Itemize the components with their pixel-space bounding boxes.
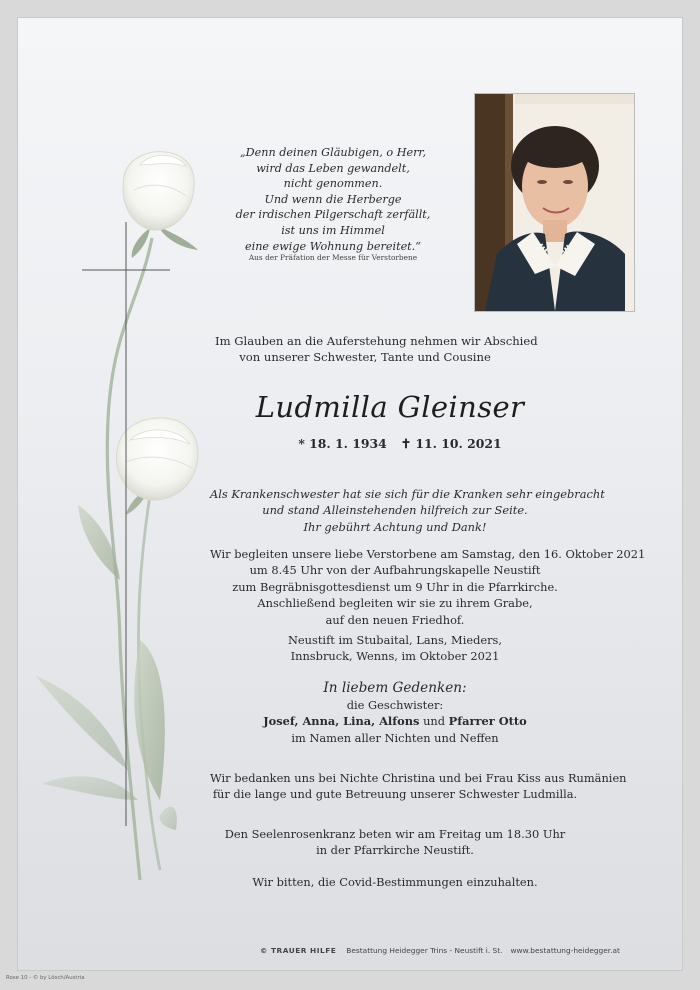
intro-line: von unserer Schwester, Tante und Cousine xyxy=(239,350,491,364)
portrait-image xyxy=(475,94,634,311)
quote-line: der irdischen Pilgerschaft zerfällt, xyxy=(235,208,431,222)
top-rose xyxy=(123,152,194,230)
funeral-line: auf den neuen Friedhof. xyxy=(325,612,465,627)
funeral-line: Anschließend begleiten wir sie zu ihrem Grabe, xyxy=(257,596,533,611)
quote-line: nicht genommen. xyxy=(283,177,383,191)
funeral-line: Wir begleiten unsere liebe Verstorbene am Samstag, den 16. Oktober 2021 xyxy=(210,547,646,561)
nieces-line: im Namen aller Nichten und Neffen xyxy=(291,730,499,745)
portrait-photo xyxy=(474,93,635,312)
farewell-intro xyxy=(215,333,538,365)
trauerhilfe-logo: © TRAUER HILFE xyxy=(260,946,337,955)
funeral-line: zum Begräbnisgottesdienst um 9 Uhr in die Pfarrkirche. xyxy=(232,579,558,594)
thanks-line: Wir bedanken uns bei Nichte Christina und bei Frau Kiss aus Rumänien xyxy=(210,771,627,785)
rosary-line: Den Seelenrosenkranz beten wir am Freitag um 18.30 Uhr xyxy=(224,827,566,841)
places-line: Neustift im Stubaital, Lans, Mieders, xyxy=(287,633,503,647)
mourners-block xyxy=(210,680,580,746)
places-line: Innsbruck, Wenns, im Oktober 2021 xyxy=(290,649,500,664)
tribute-line: und stand Alleinstehenden hilfreich zur Seite. xyxy=(262,503,528,518)
quote-line: „Denn deinen Gläubigen, o Herr, xyxy=(239,146,427,159)
siblings-names xyxy=(210,713,580,729)
quote-line: Und wenn die Herberge xyxy=(264,192,402,206)
lower-rose xyxy=(116,418,198,500)
sibling-names-bold: Josef, Anna, Lina, Alfons xyxy=(263,714,420,729)
image-credit: Rose 10 - © by Lösch/Austria xyxy=(6,975,85,981)
deceased-name: Ludmilla Gleinser xyxy=(255,390,525,424)
tribute-text xyxy=(210,486,605,535)
birth-date: * 18. 1. 1934 xyxy=(298,436,387,451)
rosary-line: in der Pfarrkirche Neustift. xyxy=(316,843,474,858)
places-date xyxy=(210,632,580,665)
quote-line: ist uns im Himmel xyxy=(281,223,385,237)
quote-block xyxy=(208,145,458,254)
funeral-line: um 8.45 Uhr von der Aufbahrungskapelle Neustift xyxy=(249,563,541,578)
quote-line: eine ewige Wohnung bereitet.“ xyxy=(245,239,421,253)
siblings-label: die Geschwister: xyxy=(346,698,444,712)
life-dates xyxy=(250,436,550,451)
intro-line: Im Glauben an die Auferstehung nehmen wir Abschied xyxy=(215,334,538,348)
footer xyxy=(230,946,650,955)
death-date: ✝ 11. 10. 2021 xyxy=(400,436,502,451)
covid-notice xyxy=(210,874,580,890)
funeral-info xyxy=(210,546,646,628)
priest-name: Pfarrer Otto xyxy=(448,714,527,729)
thanks-line: für die lange und gute Betreuung unserer Schwester Ludmilla. xyxy=(212,787,578,802)
gedenken-title: In liebem Gedenken: xyxy=(323,680,467,696)
tribute-line: Ihr gebührt Achtung und Dank! xyxy=(303,519,487,534)
names-connector: und xyxy=(419,714,449,729)
company-name: Bestattung Heidegger Trins - Neustift i. St. xyxy=(346,946,503,955)
quote-line: wird das Leben gewandelt, xyxy=(256,161,410,175)
rosary-info xyxy=(210,826,580,859)
quote-source: Aus der Präfation der Messe für Verstorbene xyxy=(248,253,418,262)
thanks-text xyxy=(210,770,627,803)
covid-line: Wir bitten, die Covid-Bestimmungen einzuhalten. xyxy=(252,875,538,889)
tribute-line: Als Krankenschwester hat sie sich für die Kranken sehr eingebracht xyxy=(210,487,605,501)
company-website[interactable]: www.bestattung-heidegger.at xyxy=(510,946,620,955)
